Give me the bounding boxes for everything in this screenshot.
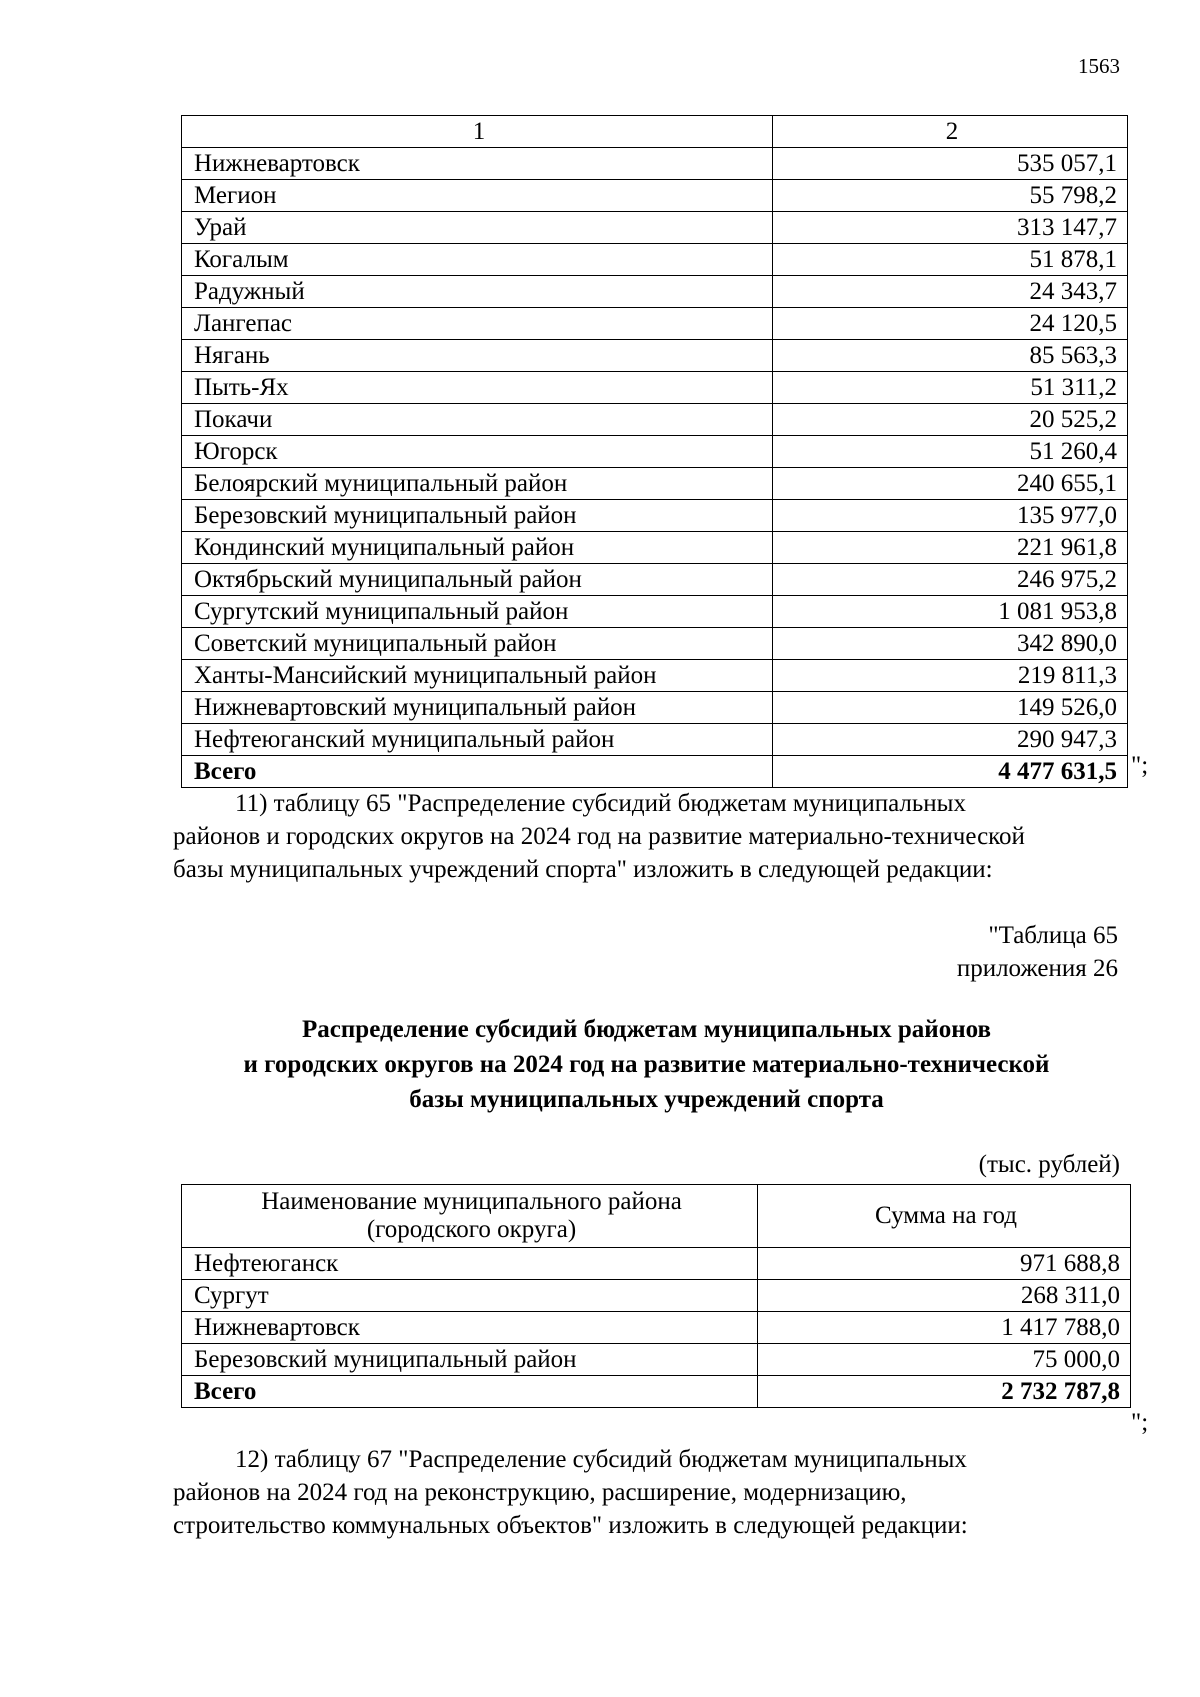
paragraph-12-line: 12) таблицу 67 "Распределение субсидий бюджетам муниципальных <box>235 1446 967 1473</box>
table-row <box>182 628 1128 660</box>
column-number-1: 1 <box>182 116 773 148</box>
column-number-2: 2 <box>773 116 1128 148</box>
subsidy-amount: 313 147,7 <box>773 212 1128 244</box>
municipality-name: Радужный <box>182 276 773 308</box>
table-row <box>182 692 1128 724</box>
municipality-name: Нижневартовск <box>182 1312 758 1344</box>
municipality-name: Лангепас <box>182 308 773 340</box>
paragraph-11-line: базы муниципальных учреждений спорта" изложить в следующей редакции: <box>173 856 993 883</box>
table2-closing-quote: "; <box>1131 1409 1149 1436</box>
table-row <box>182 276 1128 308</box>
table-row <box>182 372 1128 404</box>
paragraph-11-line: районов и городских округов на 2024 год на развитие материально-технической <box>173 823 1025 850</box>
municipality-name: Белоярский муниципальный район <box>182 468 773 500</box>
table-row <box>182 340 1128 372</box>
subsidy-amount: 268 311,0 <box>758 1280 1131 1312</box>
subsidy-amount: 240 655,1 <box>773 468 1128 500</box>
table-row <box>182 180 1128 212</box>
municipality-name: Кондинский муниципальный район <box>182 532 773 564</box>
total-row <box>182 1376 1131 1408</box>
municipality-name: Сургутский муниципальный район <box>182 596 773 628</box>
municipality-name: Урай <box>182 212 773 244</box>
municipality-name: Нягань <box>182 340 773 372</box>
header-annual-sum: Сумма на год <box>758 1185 1131 1248</box>
subsidy-amount: 51 260,4 <box>773 436 1128 468</box>
municipality-name: Нижневартовский муниципальный район <box>182 692 773 724</box>
table-row <box>182 1312 1131 1344</box>
municipality-name: Покачи <box>182 404 773 436</box>
table-reference <box>800 919 1118 985</box>
header-line: Наименование муниципального района <box>261 1188 682 1215</box>
table-row <box>182 500 1128 532</box>
section-title-line: и городских округов на 2024 год на развитие материально-технической <box>243 1051 1050 1078</box>
table-row <box>182 596 1128 628</box>
table-row <box>182 1280 1131 1312</box>
table-reference-appendix: приложения 26 <box>956 955 1118 982</box>
municipality-name: Советский муниципальный район <box>182 628 773 660</box>
table-row <box>182 308 1128 340</box>
municipality-name: Нижневартовск <box>182 148 773 180</box>
total-row <box>182 756 1128 788</box>
table-row <box>182 660 1128 692</box>
municipality-name: Нефтеюганск <box>182 1248 758 1280</box>
municipality-name: Сургут <box>182 1280 758 1312</box>
subsidy-amount: 24 343,7 <box>773 276 1128 308</box>
municipality-name: Березовский муниципальный район <box>182 1344 758 1376</box>
table-row <box>182 436 1128 468</box>
subsidy-amount: 51 311,2 <box>773 372 1128 404</box>
table-header-row <box>182 116 1128 148</box>
table-row <box>182 724 1128 756</box>
paragraph-11-line: 11) таблицу 65 "Распределение субсидий бюджетам муниципальных <box>235 790 966 817</box>
table-header-row <box>182 1185 1131 1248</box>
section-title-line: базы муниципальных учреждений спорта <box>409 1086 884 1113</box>
municipality-name: Югорск <box>182 436 773 468</box>
subsidy-amount: 75 000,0 <box>758 1344 1131 1376</box>
total-amount: 4 477 631,5 <box>773 756 1128 788</box>
table-row <box>182 404 1128 436</box>
subsidy-amount: 24 120,5 <box>773 308 1128 340</box>
subsidy-amount: 290 947,3 <box>773 724 1128 756</box>
subsidy-amount: 1 417 788,0 <box>758 1312 1131 1344</box>
table-row <box>182 468 1128 500</box>
table-row <box>182 244 1128 276</box>
table-row <box>182 1248 1131 1280</box>
municipality-name: Мегион <box>182 180 773 212</box>
municipality-name: Ханты-Мансийский муниципальный район <box>182 660 773 692</box>
table-row <box>182 532 1128 564</box>
paragraph-12-line: районов на 2024 год на реконструкцию, расширение, модернизацию, <box>173 1479 907 1506</box>
subsidy-amount: 149 526,0 <box>773 692 1128 724</box>
section-title <box>173 1012 1120 1117</box>
subsidy-amount: 221 961,8 <box>773 532 1128 564</box>
subsidy-amount: 55 798,2 <box>773 180 1128 212</box>
table-row <box>182 212 1128 244</box>
municipality-name: Октябрьский муниципальный район <box>182 564 773 596</box>
table-row <box>182 564 1128 596</box>
page-number: 1563 <box>1078 54 1120 78</box>
sport-subsidy-table <box>181 1184 1131 1408</box>
header-municipality-name <box>182 1185 758 1248</box>
subsidy-amount: 971 688,8 <box>758 1248 1131 1280</box>
subsidy-amount: 51 878,1 <box>773 244 1128 276</box>
municipal-distribution-table <box>181 115 1128 788</box>
subsidy-amount: 219 811,3 <box>773 660 1128 692</box>
total-amount: 2 732 787,8 <box>758 1376 1131 1408</box>
subsidy-amount: 20 525,2 <box>773 404 1128 436</box>
paragraph-12-line: строительство коммунальных объектов" изложить в следующей редакции: <box>173 1512 968 1539</box>
paragraph-12 <box>173 1443 1120 1542</box>
table-reference-number: "Таблица 65 <box>988 922 1118 949</box>
municipality-name: Нефтеюганский муниципальный район <box>182 724 773 756</box>
header-line: (городского округа) <box>366 1216 577 1243</box>
table-row <box>182 1344 1131 1376</box>
table-row <box>182 148 1128 180</box>
subsidy-amount: 246 975,2 <box>773 564 1128 596</box>
total-label: Всего <box>182 756 773 788</box>
table1-closing-quote: "; <box>1131 752 1149 779</box>
subsidy-amount: 535 057,1 <box>773 148 1128 180</box>
municipality-name: Пыть-Ях <box>182 372 773 404</box>
subsidy-amount: 135 977,0 <box>773 500 1128 532</box>
paragraph-11 <box>173 787 1120 886</box>
subsidy-amount: 85 563,3 <box>773 340 1128 372</box>
subsidy-amount: 342 890,0 <box>773 628 1128 660</box>
total-label: Всего <box>182 1376 758 1408</box>
section-title-line: Распределение субсидий бюджетам муниципальных районов <box>302 1016 991 1043</box>
subsidy-amount: 1 081 953,8 <box>773 596 1128 628</box>
units-label: (тыс. рублей) <box>978 1151 1120 1178</box>
municipality-name: Березовский муниципальный район <box>182 500 773 532</box>
municipality-name: Когалым <box>182 244 773 276</box>
